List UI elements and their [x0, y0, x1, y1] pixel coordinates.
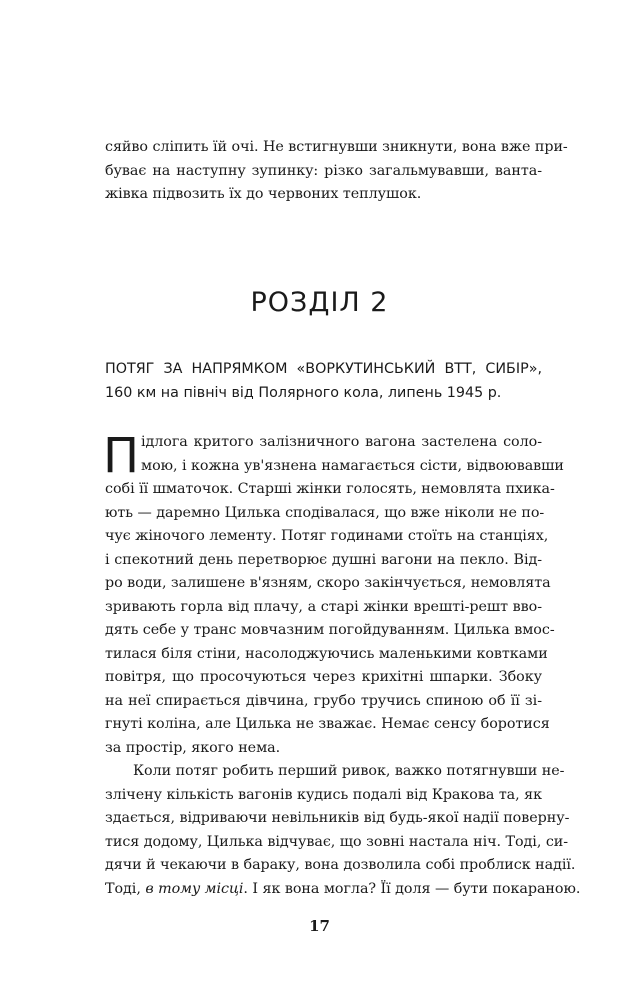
top-paragraph-line: буває на наступну зупинку: різко загальмувавши, ванта- [105, 162, 542, 179]
paragraph-line: здається, відриваючи невільників від будь-якої надії поверну- [105, 810, 570, 826]
paragraph-last-line [105, 878, 581, 902]
paragraph-line: дять себе у транс мовчазним погойдуванням. Цилька вмос- [105, 622, 555, 638]
top-paragraph-line: жівка підвозить їх до червоних теплушок. [105, 186, 422, 202]
last-line-end: . І як вона могла? Її доля — бути покараною. [243, 880, 581, 897]
paragraph-line: собі її шматочок. Старші жінки голосять, немовлята пхика- [105, 481, 555, 497]
paragraph-line: повітря, що просочуються через крихітні шпарки. Збоку [105, 669, 542, 685]
last-line-start: Тоді, [105, 880, 146, 897]
paragraph-line: і спекотний день перетворює душні вагони на пекло. Від- [105, 551, 542, 568]
chapter-subtitle-line: ПОТЯГ ЗА НАПРЯМКОМ «ВОРКУТИНСЬКИЙ ВТТ, СИБІР», [105, 361, 542, 377]
paragraph-line: чує жіночого лементу. Потяг годинами стоїть на станціях, [105, 528, 549, 544]
paragraph-line: ідлога критого залізничного вагона застелена соло- [141, 434, 542, 450]
paragraph-line: ро води, залишене в'язням, скоро закінчується, немовлята [105, 575, 551, 591]
paragraph-line: ють — даремно Цилька сподівалася, що вже ніколи не по- [105, 504, 545, 521]
paragraph-line: Коли потяг робить перший ривок, важко потягнувши не- [133, 763, 565, 779]
drop-cap: П [103, 428, 140, 484]
paragraph-line: на неї спирається дівчина, грубо тручись спиною об її зі- [105, 692, 542, 709]
emphasized-phrase: в тому місці [145, 880, 244, 897]
paragraph-line: мою, і кожна ув'язнена намагається сісти, відвоювавши [141, 457, 564, 474]
paragraph-line: тилася біля стіни, насолоджуючись маленькими ковтками [105, 645, 548, 662]
chapter-title: РОЗДІЛ 2 [250, 287, 389, 318]
paragraph-line: злічену кількість вагонів кудись подалі від Кракова та, як [105, 786, 542, 803]
paragraph-line: за простір, якого нема. [105, 739, 281, 756]
paragraph-line: гнуті коліна, але Цилька не зважає. Немає сенсу боротися [105, 716, 550, 732]
paragraph-line: зривають горла від плачу, а старі жінки врешті-решт вво- [105, 598, 542, 615]
top-paragraph-line: сяйво сліпить їй очі. Не встигнувши зникнути, вона вже при- [105, 139, 568, 155]
paragraph-line: тися додому, Цилька відчуває, що зовні настала ніч. Тоді, си- [105, 833, 569, 850]
paragraph-line: дячи й чекаючи в бараку, вона дозволила собі проблиск надії. [105, 857, 576, 873]
page-number: 17 [309, 917, 330, 935]
chapter-subtitle-line: 160 км на північ від Полярного кола, липень 1945 р. [105, 385, 502, 401]
